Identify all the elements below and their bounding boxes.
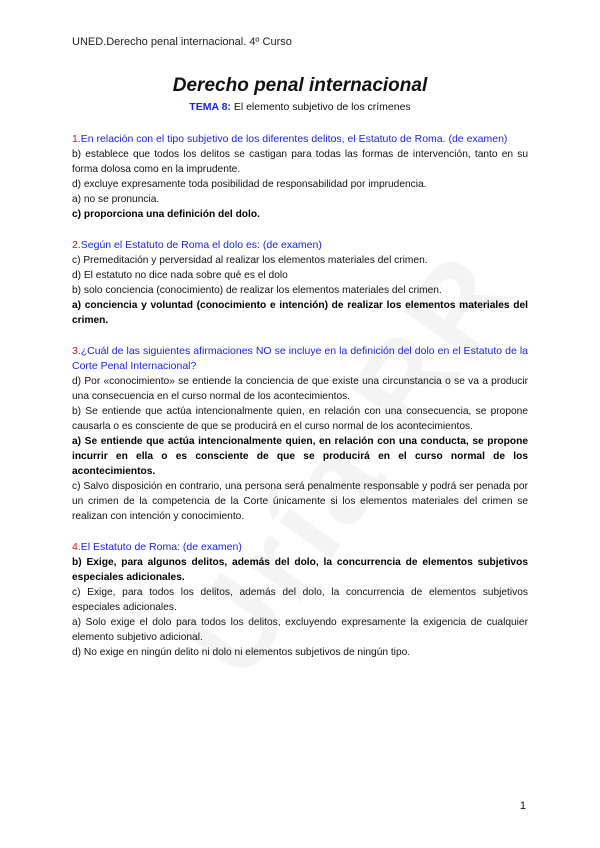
- question-list: [72, 132, 528, 660]
- question-number: 4.: [72, 541, 81, 553]
- question-statement: Según el Estatuto de Roma el dolo es: (de examen): [80, 239, 322, 251]
- question-block: [72, 540, 528, 660]
- question-text: [72, 132, 528, 147]
- answer-option: b) Se entiende que actúa intencionalmente quien, en relación con una consecuencia, se propone causarla o es consciente de que se producirá en el curso normal de los acontecimientos.: [72, 406, 528, 432]
- question-statement: En relación con el tipo subjetivo de los diferentes delitos, el Estatuto de Roma. (de examen): [80, 133, 508, 145]
- question-block: [72, 132, 528, 222]
- document-subtitle: [72, 100, 528, 114]
- running-header: UNED.Derecho penal internacional. 4º Curso: [72, 36, 292, 48]
- tema-label: TEMA 8:: [189, 101, 231, 113]
- page-content: [72, 74, 528, 660]
- question-number: 1.: [72, 133, 81, 145]
- question-text: [72, 344, 528, 374]
- page-number: 1: [519, 800, 526, 812]
- answer-option: d) No exige en ningún delito ni dolo ni elementos subjetivos de ningún tipo.: [72, 647, 411, 658]
- answer-option-correct: b) Exige, para algunos delitos, además del dolo, la concurrencia de elementos subjetivos especiales adicionales.: [72, 557, 528, 583]
- answer-option: b) establece que todos los delitos se castigan para todas las formas de intervención, tanto en su forma dolosa como en la imprudente.: [72, 149, 528, 175]
- question-text: [72, 238, 528, 253]
- answer-option-correct: c) proporciona una definición del dolo.: [72, 209, 260, 220]
- document-title: Derecho penal internacional: [172, 75, 428, 96]
- answer-option: d) Por «conocimiento» se entiende la conciencia de que existe una circunstancia o se va a producir una consecuencia en el curso normal de los acontecimientos.: [72, 376, 528, 402]
- answer-option-correct: a) Se entiende que actúa intencionalmente quien, en relación con una conducta, se propone incurrir en ella o es consciente de que se producirá en el curso normal de los acontecimientos.: [72, 436, 528, 477]
- question-block: [72, 238, 528, 328]
- question-number: 3.: [72, 345, 81, 357]
- answer-option: c) Salvo disposición en contrario, una persona será penalmente responsable y podrá ser penada por un crimen de la competencia de la Corte únicamente si los elementos materiales del crimen se realizan con intención y conocimiento.: [72, 481, 528, 522]
- answer-option: a) no se pronuncia.: [72, 194, 160, 205]
- question-text: [72, 540, 528, 555]
- tema-topic: El elemento subjetivo de los crímenes: [230, 101, 411, 113]
- question-statement: El Estatuto de Roma: (de examen): [80, 541, 242, 553]
- answer-option: a) Solo exige el dolo para todos los delitos, excluyendo expresamente la exigencia de cualquier elemento subjetivo adicional.: [72, 617, 528, 643]
- question-number: 2.: [72, 239, 81, 251]
- answer-option: d) excluye expresamente toda posibilidad de responsabilidad por imprudencia.: [72, 179, 427, 190]
- answer-option-correct: a) conciencia y voluntad (conocimiento e intención) de realizar los elementos materiales del crimen.: [72, 300, 528, 326]
- answer-option: c) Premeditación y perversidad al realizar los elementos materiales del crimen.: [72, 255, 428, 266]
- answer-option: b) solo conciencia (conocimiento) de realizar los elementos materiales del crimen.: [72, 285, 442, 296]
- question-block: [72, 344, 528, 524]
- answer-option: c) Exige, para todos los delitos, además del dolo, la concurrencia de elementos subjetivos especiales adicionales.: [72, 587, 528, 613]
- question-statement: ¿Cuál de las siguientes afirmaciones NO se incluye en la definición del dolo en el Estatuto de la Corte Penal Internacional?: [72, 345, 528, 372]
- answer-option: d) El estatuto no dice nada sobre qué es el dolo: [72, 270, 288, 281]
